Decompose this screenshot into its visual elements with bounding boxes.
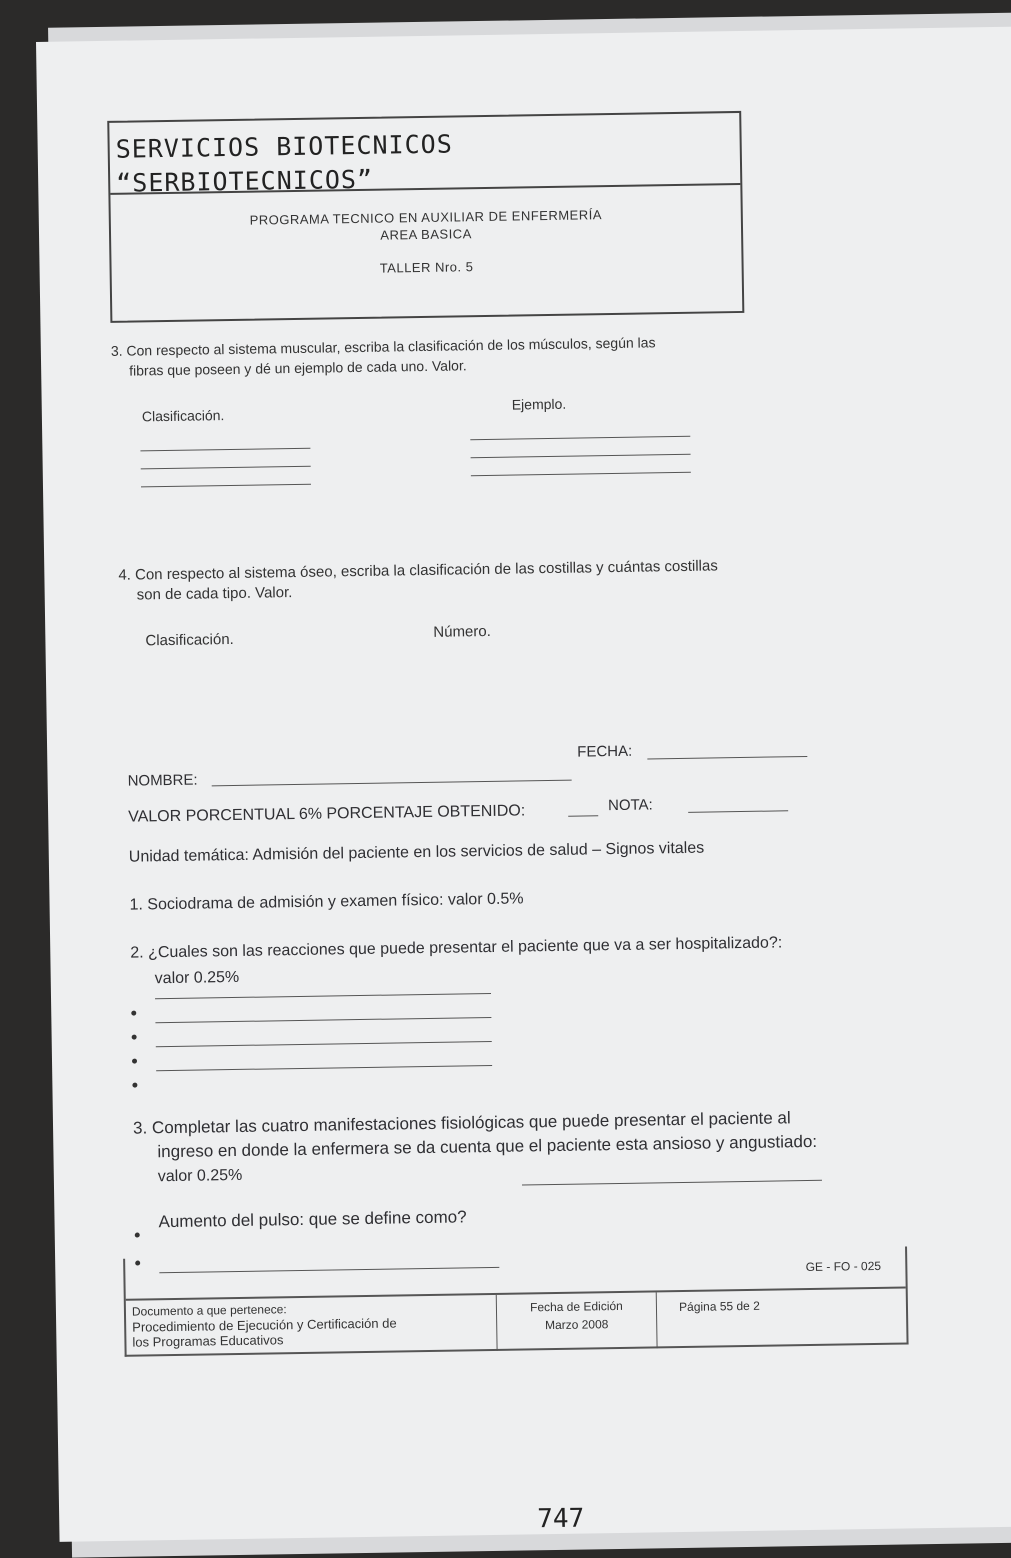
unit-title: Unidad temática: Admisión del paciente en los servicios de salud – Signos vitales <box>128 839 705 866</box>
answer-line[interactable] <box>471 472 691 476</box>
item2-value: valor 0.25% <box>154 968 240 988</box>
nombre-line[interactable] <box>212 780 572 787</box>
page-number: 747 <box>537 1503 585 1535</box>
doc-belongs-label: Documento a que pertenece: <box>131 1302 287 1319</box>
item2-question: 2. ¿Cuales son las reacciones que puede presentar el paciente que va a ser hospitalizado?: <box>130 934 783 962</box>
item3-line2: ingreso en donde la enfermera se da cuenta que el paciente esta ansioso y angustiado: <box>157 1131 818 1162</box>
nota-line[interactable] <box>688 810 788 813</box>
q4-line2: son de cada tipo. Valor. <box>136 584 293 604</box>
page-cell: Página 55 de 2 <box>656 1290 783 1348</box>
q3-muscle-line2: fibras que poseen y dé un ejemplo de cada uno. Valor. <box>129 357 467 379</box>
answer-line[interactable] <box>156 1065 492 1071</box>
edition-label: Fecha de Edición <box>529 1298 623 1315</box>
item3-bullet1: Aumento del pulso: que se define como? <box>158 1207 467 1232</box>
q3-muscle-line1: 3. Con respecto al sistema muscular, escriba la clasificación de los músculos, según las <box>110 334 656 359</box>
answer-line[interactable] <box>141 484 311 488</box>
answer-line[interactable] <box>156 1041 492 1047</box>
company-acronym: “SERBIOTECNICOS” <box>116 164 374 198</box>
answer-line[interactable] <box>155 1017 491 1023</box>
workshop-title: TALLER Nro. 5 <box>379 259 474 276</box>
porcentaje-line[interactable] <box>568 815 598 816</box>
area-title: AREA BASICA <box>380 226 472 243</box>
q4-col-number: Número. <box>433 622 491 641</box>
answer-line[interactable] <box>140 448 310 452</box>
answer-line[interactable] <box>471 454 691 458</box>
fecha-label: FECHA: <box>577 742 633 761</box>
bullet-dot <box>132 1059 137 1064</box>
worksheet-page <box>36 26 1011 1541</box>
doc-belongs-cell <box>126 1295 497 1357</box>
edition-cell <box>496 1292 657 1351</box>
bullet-dot <box>131 1011 136 1016</box>
bullet-dot <box>132 1083 137 1088</box>
item3-line1: 3. Completar las cuatro manifestaciones fisiológicas que puede presentar el paciente al <box>132 1108 791 1138</box>
nota-label: NOTA: <box>607 796 653 815</box>
item1-sociodrama: 1. Sociodrama de admisión y examen físico: valor 0.5% <box>129 890 524 914</box>
edition-value: Marzo 2008 <box>544 1317 609 1333</box>
answer-line[interactable] <box>522 1180 822 1186</box>
footer-row <box>126 1286 907 1356</box>
bullet-dot <box>135 1233 140 1238</box>
q4-col-classification: Clasificación. <box>145 630 234 650</box>
footer-table <box>123 1246 908 1356</box>
company-name: SERVICIOS BIOTECNICOS <box>115 129 453 164</box>
answer-line[interactable] <box>470 436 690 440</box>
nombre-label: NOMBRE: <box>127 771 198 790</box>
header-company <box>109 113 740 198</box>
doc-code: GE - FO - 025 <box>805 1258 882 1275</box>
item3-value: valor 0.25% <box>157 1166 243 1186</box>
header-program <box>111 205 742 280</box>
q3-col-example: Ejemplo. <box>511 395 567 413</box>
header-box <box>107 111 744 323</box>
program-title: PROGRAMA TECNICO EN AUXILIAR DE ENFERMERÍA <box>249 207 603 228</box>
doc-belongs-value2: los Programas Educativos <box>132 1332 284 1350</box>
answer-line[interactable] <box>155 993 491 999</box>
fecha-line[interactable] <box>647 756 807 760</box>
doc-belongs-value1: Procedimiento de Ejecución y Certificación de <box>132 1315 397 1335</box>
bullet-dot <box>132 1035 137 1040</box>
answer-line[interactable] <box>141 466 311 470</box>
q4-line1: 4. Con respecto al sistema óseo, escriba la clasificación de las costillas y cuántas costillas <box>118 557 718 584</box>
q3-col-classification: Clasificación. <box>141 407 225 425</box>
valor-porcentual-label: VALOR PORCENTUAL 6% PORCENTAJE OBTENIDO: <box>128 802 526 826</box>
